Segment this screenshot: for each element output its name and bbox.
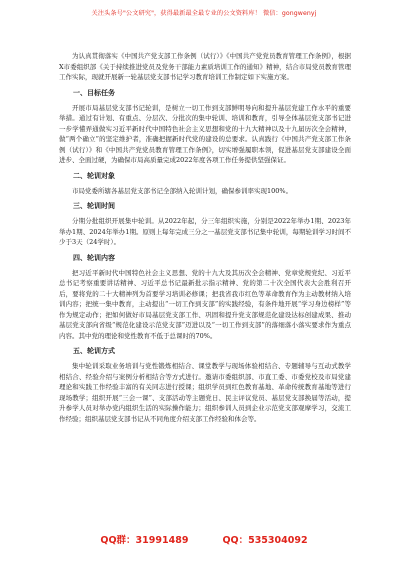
section-paragraph: 把习近平新时代中国特色社会主义思想、党的十九大及其历次全会精神、党章党规党纪、习近平总书记考察重要讲话精神、习近平总书记最新批示指示精神、党的第二十次全国代表大会胜利召开后，要将党的二十大精神列为首要学习培训必修课；把我省我市红色等革命教育作为主动教材纳入培训内容；把统一集中教育，主动提出“一切工作到支部”的实践经验，有条件地开展“学习身边榜样”等作为规定动作；把如何做好市局基层党支部工作、巩固和提升党支部规范化建设达标创建成果、推动基层党支部向省级“规范化建设示范党支部”迈进以及“一切工作到支部”的落细落小落实要求作为重点内容。其中党的理论和党性教育不低于总课时的70%。	[59, 268, 351, 340]
header-banner: 关注头条号"公文研究"，获得最新最全最专业的公文资料库！ 微信：gongwenyj	[91, 10, 317, 17]
section-title: 五、轮训方式	[73, 347, 115, 355]
footer-contacts	[0, 532, 408, 546]
section-title: 一、目标任务	[73, 88, 115, 97]
section-goals	[59, 89, 351, 166]
section-title: 三、轮训时间	[73, 202, 115, 210]
intro-paragraph: 为认真贯彻落实《中国共产党支部工作条例（试行）》《中国共产党党员教育管理工作条例》，根据X市委组织部《关于持续推进党员及党务干部能力素质培训工作的通知》精神，结合市局党员教育管理工作实际，现就开展新一轮基层党支部书记学习教育培训工作制定如下实施方案。	[59, 52, 351, 81]
section-title: 二、轮训对象	[73, 171, 115, 180]
section-paragraph: 分期分批组织开展集中轮训。从2022年起，分三年组织实施，分别是2022年举办1期、2023年举办1期、2024年举办1期。原则上每年完成三分之一基层党支部书记集中轮训，每期轮训学习时间不少于3天（24学时）。	[59, 217, 351, 246]
section-targets	[59, 172, 351, 197]
document-body	[59, 51, 351, 428]
section-title: 四、轮训内容	[73, 253, 115, 262]
section-content	[59, 254, 351, 342]
section-paragraph: 开展市局基层党支部书记轮训，是树立一切工作到支部鲜明导向和提升基层党建工作水平的重要举措。通过有计划、有重点、分层次、分批次的集中轮训、培训和教育，引导全体基层党支部书记进一步学懂弄通做实习近平新时代中国特色社会主义思想和党的十九大精神以及十九届历次全会精神，做“两个确立”的坚定维护者，准确把握新时代党的建设的总要求。认真践行《中国共产党支部工作条例（试行）》和《中国共产党党员教育管理工作条例》，切实增强履职本领，促进基层党支部建设全面进步、全面过硬，为确保市局高质量完成2022年度各项工作任务提供坚强保证。	[59, 103, 351, 164]
section-paragraph: 市局党委所辖各基层党支部书记全部纳入轮训计划，确保参训率实现100%。	[72, 186, 293, 195]
qq-number: QQ：535304092	[222, 535, 308, 546]
section-schedule	[59, 202, 351, 248]
section-methods	[59, 347, 351, 424]
section-paragraph: 集中轮训采取业务培训与党性锻炼相结合、课堂教学与现场体验相结合、专题辅导与互动式教学相结合、经验介绍与案例分析相结合等方式进行。邀请市委组织部、市直工委、市委党校及市局党建理论和实践工作经验丰富的有关同志进行授课；组织学员到红色教育基地、革命传统教育基地等进行现场教学；组织开展“三会一课”、支部活动等主题党日、民主评议党员、基层党支部换届等活动，提升参学人员对举办党内组织生活的实际操作能力；组织参训人员到企业示范党支部观摩学习，交流工作经验；组织基层党支部书记从不同角度介绍支部工作经验和体会等。	[59, 362, 351, 423]
qq-group-number: QQ群：31991489	[100, 535, 189, 546]
